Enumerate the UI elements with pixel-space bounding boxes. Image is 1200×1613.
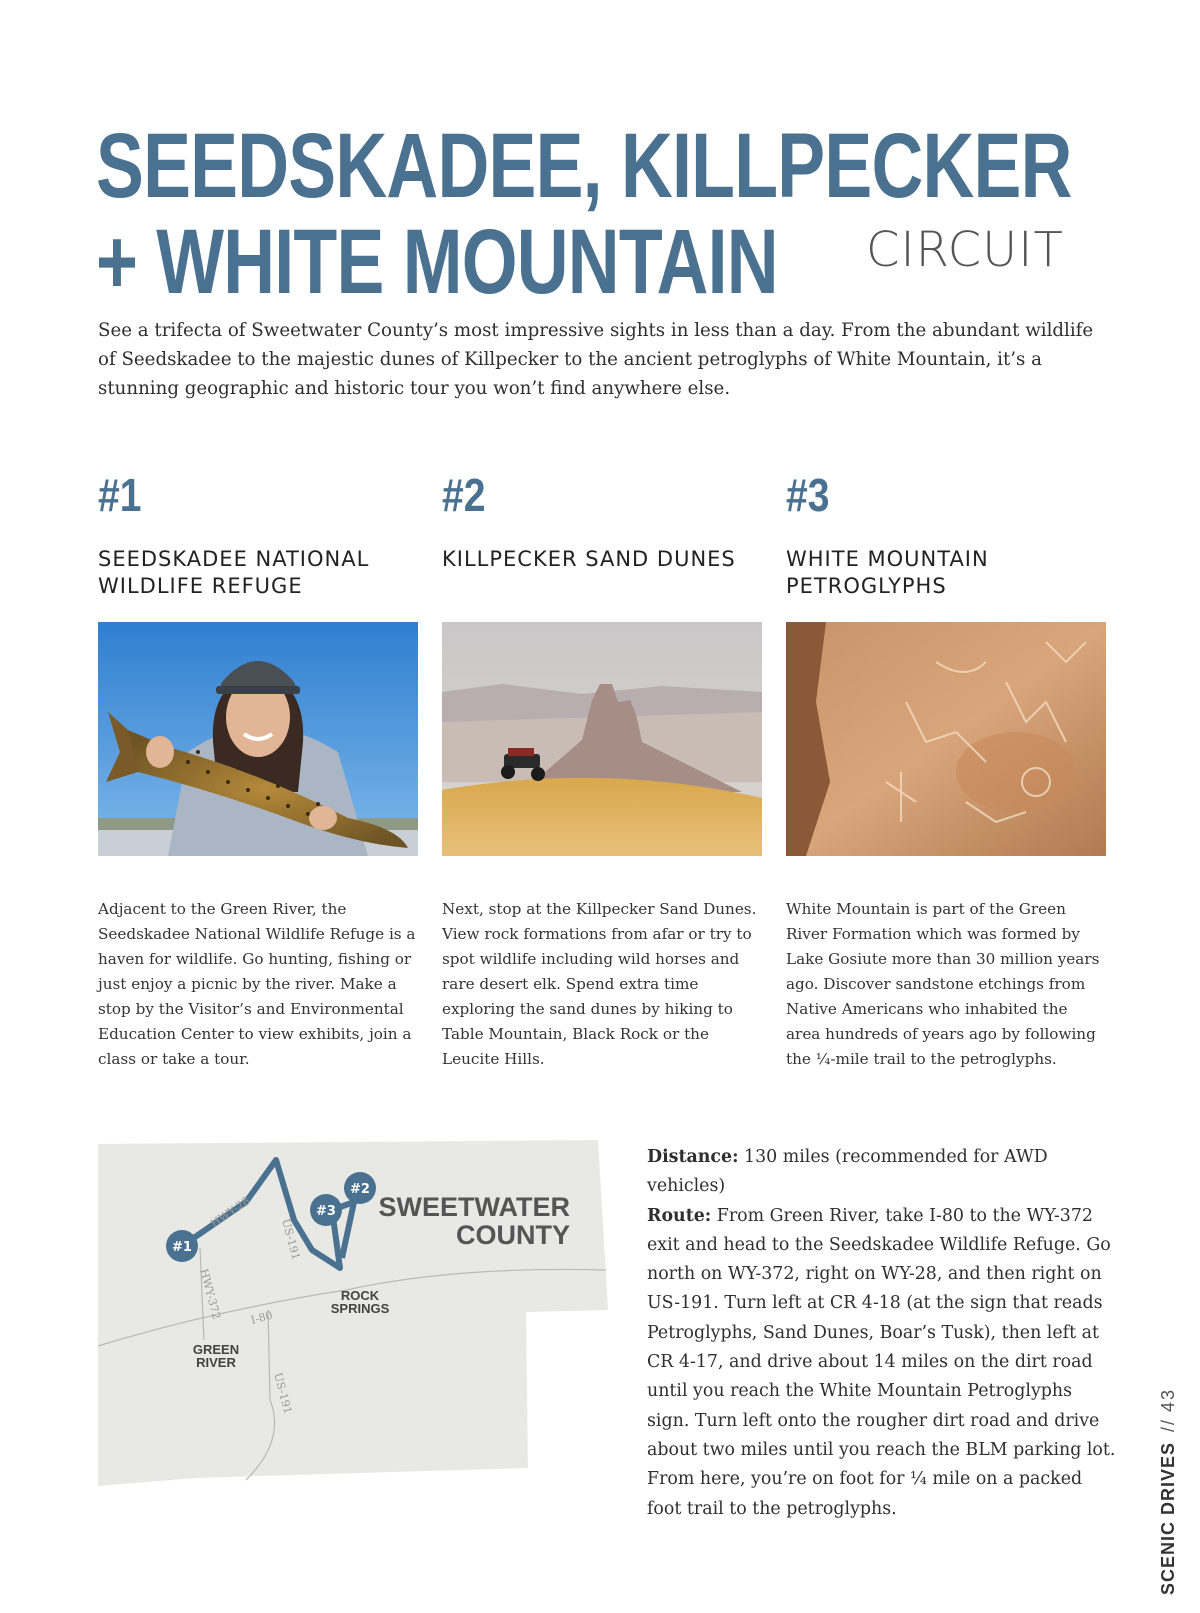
road-i80: I-80 xyxy=(249,1308,275,1327)
route-value: From Green River, take I-80 to the WY-372 exit and head to the Seedskadee Wildlife Refuge. Go north on WY-372, right on WY-28, and then right on US-191. Turn left at CR 4-18 (at the sign that reads Petroglyphs, Sand Dunes, Boar’s Tusk), then left at CR 4-17, and drive about 14 miles on the dirt road until you reach the White Mountain Petroglyphs sign. Turn left onto the rougher dirt road and drive about two miles until you reach the BLM parking lot. From here, you’re on foot for ¼ mile on a packed foot trail to the petroglyphs. xyxy=(647,1205,1116,1519)
route-map xyxy=(96,1140,608,1486)
petroglyphs-image xyxy=(786,622,1106,856)
county-label-line1: SWEETWATER xyxy=(378,1192,570,1222)
intro-paragraph: See a trifecta of Sweetwater County’s most impressive sights in less than a day. From the abundant wildlife of Seedskadee to the majestic dunes of Killpecker to the ancient petroglyphs of White Mountain, it’s a stunning geographic and historic tour you won’t find anywhere else. xyxy=(98,320,1094,399)
page-title xyxy=(96,115,1096,313)
marker-1 xyxy=(166,1230,198,1262)
page-number: 43 xyxy=(1158,1387,1178,1412)
distance-value: 130 miles (recommended for AWD vehicles) xyxy=(647,1147,1048,1197)
sand-dunes-image xyxy=(442,622,762,856)
route-map-svg xyxy=(96,1140,608,1486)
stop-3-description: White Mountain is part of the Green River Formation which was formed by Lake Gosiute more than 30 million years ago. Discover sandstone etchings from Native Americans who inhabited the area hundreds of years ago by following the ¼-mile trail to the petroglyphs. xyxy=(786,900,1100,1068)
city-green-river-1: GREEN xyxy=(192,1342,240,1357)
woman-with-trout-image xyxy=(98,622,418,856)
marker-1-label: #1 xyxy=(172,1240,192,1255)
drive-details xyxy=(647,1143,1117,1524)
stop-2-photo xyxy=(442,622,762,856)
title-subtitle: CIRCUIT xyxy=(866,222,1064,278)
road-us191-south: US-191 xyxy=(271,1371,295,1416)
page-footer xyxy=(1158,1388,1179,1595)
stop-3 xyxy=(786,470,1106,606)
stop-1-description: Adjacent to the Green River, the Seedskadee National Wildlife Refuge is a haven for wildlife. Go hunting, fishing or just enjoy a picnic by the river. Make a stop by the Visitor’s and Environmental Education Center to view exhibits, join a class or take a tour. xyxy=(98,900,416,1068)
stop-1-photo xyxy=(98,622,418,856)
marker-2-label: #2 xyxy=(350,1182,370,1197)
stop-number: #1 xyxy=(98,469,142,521)
stop-name: KILLPECKER SAND DUNES xyxy=(442,547,736,571)
route-label: Route: xyxy=(647,1205,712,1226)
title-line-2: + WHITE MOUNTAIN xyxy=(96,211,778,313)
city-rock-springs-2: SPRINGS xyxy=(330,1301,390,1316)
stop-name: SEEDSKADEE NATIONAL WILDLIFE REFUGE xyxy=(98,547,370,598)
stop-name: WHITE MOUNTAIN PETROGLYPHS xyxy=(786,547,989,598)
marker-3-label: #3 xyxy=(316,1204,336,1219)
stop-2-description: Next, stop at the Killpecker Sand Dunes. View rock formations from afar or try to spot wildlife including wild horses and rare desert elk. Spend extra time exploring the sand dunes by hiking to Table Mountain, Black Rock or the Leucite Hills. xyxy=(442,900,757,1068)
page-separator: // xyxy=(1158,1417,1178,1432)
section-name: SCENIC DRIVES xyxy=(1158,1441,1178,1595)
stop-number: #3 xyxy=(786,469,830,521)
distance-label: Distance: xyxy=(647,1147,739,1167)
stop-3-photo xyxy=(786,622,1106,856)
stop-2 xyxy=(442,470,762,606)
stop-1 xyxy=(98,470,418,606)
road-us191-north: US-191 xyxy=(279,1217,303,1262)
marker-3 xyxy=(310,1194,342,1226)
city-rock-springs-1: ROCK xyxy=(340,1288,380,1303)
stop-number: #2 xyxy=(442,469,486,521)
county-label-line2: COUNTY xyxy=(456,1220,570,1250)
title-line-1: SEEDSKADEE, KILLPECKER xyxy=(96,115,1072,217)
road-hwy28: HWY-28 xyxy=(208,1194,253,1231)
road-hwy372: HWY-372 xyxy=(197,1267,224,1321)
marker-2 xyxy=(344,1172,376,1204)
city-green-river-2: RIVER xyxy=(196,1355,236,1370)
